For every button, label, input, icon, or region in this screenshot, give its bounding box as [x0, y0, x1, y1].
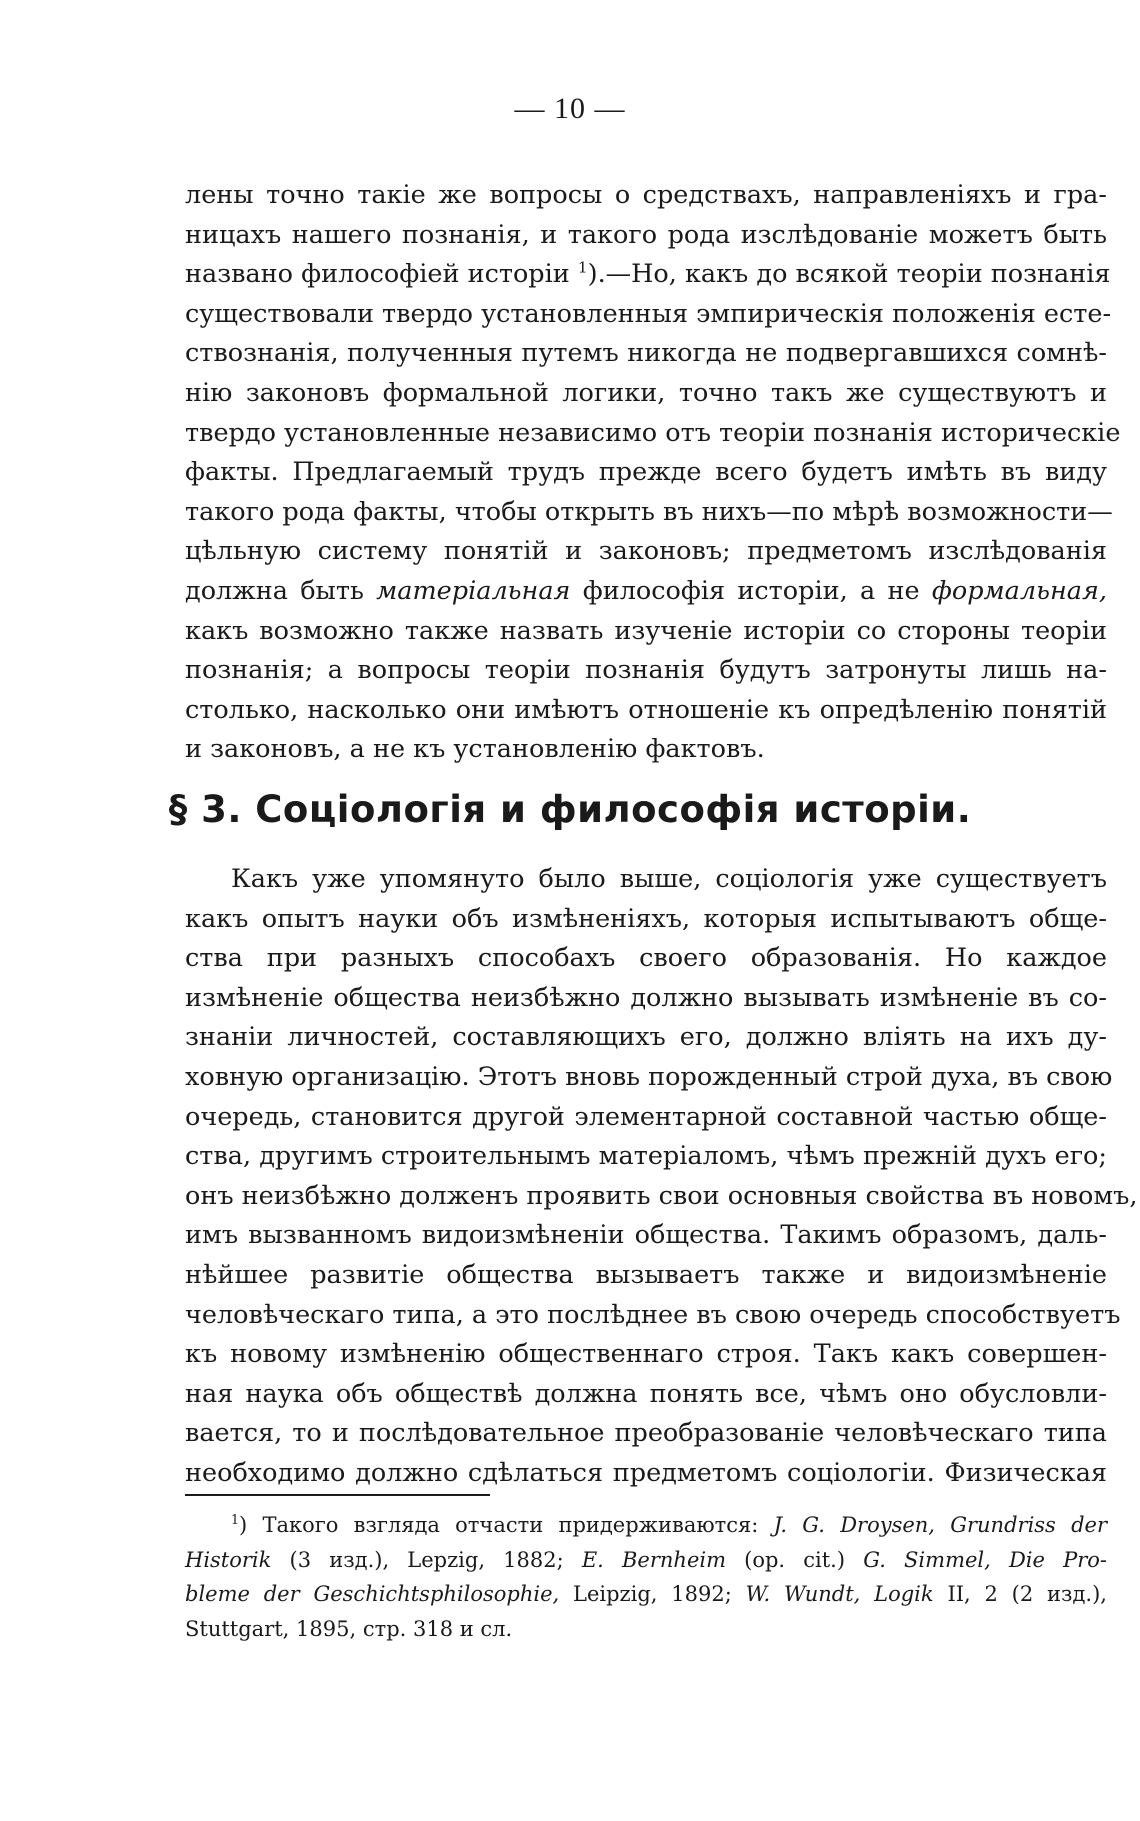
text-line: такого рода факты, чтобы открыть въ нихъ—по мѣрѣ возможности— — [185, 496, 1113, 527]
text-line: необходимо должно сдѣлаться предметомъ соціологіи. Физическая — [185, 1457, 1107, 1488]
text-line: человѣческаго типа, а это послѣднее въ свою очередь способствуетъ — [185, 1299, 1121, 1330]
paragraph-section-3 — [185, 860, 1138, 1494]
emphasis: формальная, — [931, 575, 1107, 606]
footnote-line: Historik (3 изд.), Lepzig, 1882; E. Bernheim (op. cit.) G. Simmel, Die Pro- — [185, 1547, 1107, 1572]
emphasis: матеріальная — [376, 575, 571, 606]
text-line: знаніи личностей, составляющихъ его, должно вліять на ихъ ду- — [185, 1022, 1107, 1053]
text-line: цѣльную систему понятій и законовъ; предметомъ изслѣдованія — [185, 536, 1107, 567]
footnote-ref: 1 — [577, 258, 588, 277]
text-line: лены точно такіе же вопросы о средствахъ, направленіяхъ и гра- — [185, 180, 1107, 210]
text-line: измѣненіе общества неизбѣжно должно вызывать измѣненіе въ со- — [185, 982, 1107, 1013]
text-line: какъ опытъ науки объ измѣненіяхъ, которыя испытываютъ обще- — [185, 903, 1107, 934]
text-line: очередь, становится другой элементарной составной частью обще- — [185, 1101, 1107, 1132]
text-line: къ новому измѣненію общественнаго строя. Такъ какъ совершен- — [185, 1339, 1107, 1370]
text-line: нѣйшее развитіе общества вызываетъ также и видоизмѣненіе — [185, 1259, 1107, 1290]
text-line: ства при разныхъ способахъ своего образованія. Но каждое — [185, 943, 1107, 974]
footnote-marker: 1 — [231, 1512, 240, 1527]
paragraph-intro — [185, 176, 1121, 770]
text-line: ницахъ нашего познанія, и такого рода изслѣдованіе можетъ быть — [185, 219, 1107, 250]
text-line: Какъ уже упомянуто было выше, соціологія уже существуетъ — [231, 864, 1107, 894]
text-line: ствознанія, полученныя путемъ никогда не подвергавшихся сомнѣ- — [185, 338, 1107, 369]
text-line: какъ возможно также назвать изученіе исторіи со стороны теоріи — [185, 615, 1107, 646]
text-line: нію законовъ формальной логики, точно такъ же существуютъ и — [185, 377, 1107, 408]
text-line: ная наука объ обществѣ должна понять все, чѣмъ оно обусловли- — [185, 1378, 1107, 1409]
text-line: твердо установленные независимо отъ теоріи познанія историческіе — [185, 417, 1121, 448]
footnote — [185, 1508, 1107, 1646]
text-line: ства, другимъ строительнымъ матеріаломъ, чѣмъ прежній духъ его; — [185, 1141, 1107, 1172]
text-line: имъ вызванномъ видоизмѣненіи общества. Такимъ образомъ, даль- — [185, 1220, 1107, 1251]
text-line: вается, то и послѣдовательное преобразованіе человѣческаго типа — [185, 1418, 1107, 1449]
text-line: факты. Предлагаемый трудъ прежде всего будетъ имѣть въ виду — [185, 457, 1107, 488]
page-number: — 10 — — [514, 92, 626, 125]
text-line: должна быть матеріальная философія исторіи, а не формальная, — [185, 575, 1107, 606]
footnote-line: $^1$) Такого взгляда отчасти придерживаются: J. G. Droysen, Grundriss der — [231, 1512, 1107, 1537]
text-line: познанія; а вопросы теоріи познанія будутъ затронуты лишь на- — [185, 655, 1107, 686]
text-line: названо философіей исторіи $^1$).—Но, какъ до всякой теоріи познанія — [185, 258, 1111, 290]
footnote-line: bleme der Geschichtsphilosophie, Leipzig, 1892; W. Wundt, Logik II, 2 (2 изд.), — [185, 1582, 1107, 1606]
footnote-line: Stuttgart, 1895, стр. 318 и сл. — [185, 1616, 513, 1641]
text-line: ховную организацію. Этотъ вновь порожденный строй духа, въ свою — [185, 1061, 1113, 1092]
text-line: и законовъ, а не къ установленію фактовъ. — [185, 734, 765, 765]
text-line: столько, насколько они имѣютъ отношеніе къ опредѣленію понятій — [185, 694, 1107, 725]
text-line: существовали твердо установленныя эмпирическія положенія есте- — [185, 298, 1112, 329]
text-line: онъ неизбѣжно долженъ проявить свои основныя свойства въ новомъ, — [185, 1180, 1138, 1211]
footnote-divider — [185, 1494, 490, 1496]
section-heading: § 3. Соціологія и философія исторіи. — [168, 788, 972, 831]
